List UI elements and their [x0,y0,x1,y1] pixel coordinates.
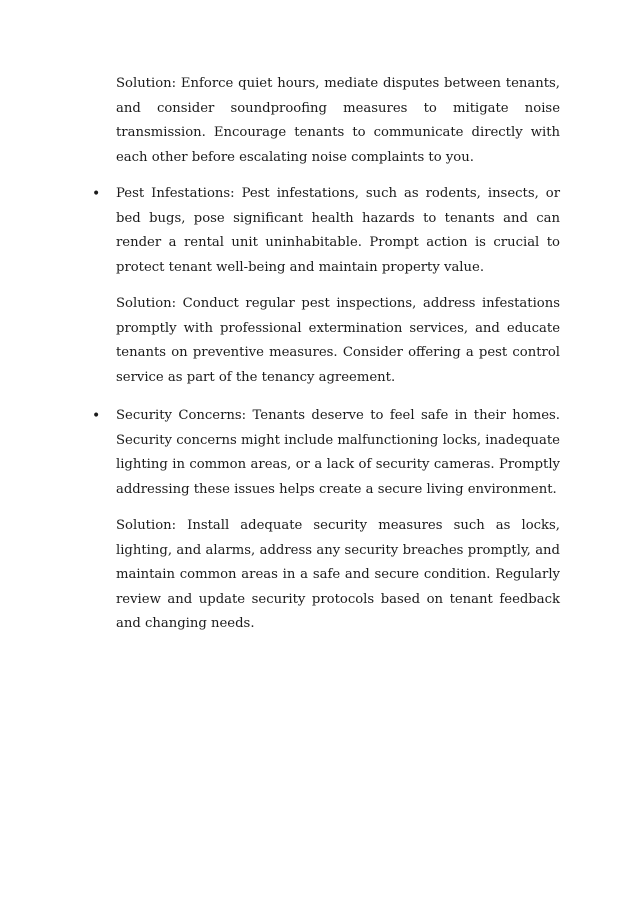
pest-solution-paragraph: Solution: Conduct regular pest inspections, address infestations promptly with professional extermination services, and educate tenants on preventive measures. Consider offering a pest control service as part of the tenancy agreement. [116,296,560,385]
security-solution-paragraph: Solution: Install adequate security measures such as locks, lighting, and alarms, address any security breaches promptly, and maintain common areas in a safe and secure condition. Regularly review and update security protocols based on tenant feedback and changing needs. [116,518,560,631]
pest-infestations-label: Pest Infestations: [116,186,235,201]
noise-solution-paragraph: Solution: Enforce quiet hours, mediate disputes between tenants, and consider soundproofing measures to mitigate noise transmission. Encourage tenants to communicate directly with each other before escalating noise complaints to you. [116,76,560,165]
security-concerns-text: Tenants deserve to feel safe in their homes. Security concerns might include malfunctioning locks, inadequate lighting in common areas, or a lack of security cameras. Promptly addressing these issues helps create a secure living environment. [116,408,561,497]
bullet-icon: • [92,186,101,202]
security-concerns-paragraph [116,404,560,502]
security-concerns-label: Security Concerns: [116,408,247,423]
pest-infestations-paragraph [116,182,560,280]
bullet-icon: • [92,408,101,424]
pest-infestations-text: Pest infestations, such as rodents, insects, or bed bugs, pose significant health hazards to tenants and can render a rental unit uninhabitable. Prompt action is crucial to protect tenant well-being and maintain property value. [116,186,560,275]
